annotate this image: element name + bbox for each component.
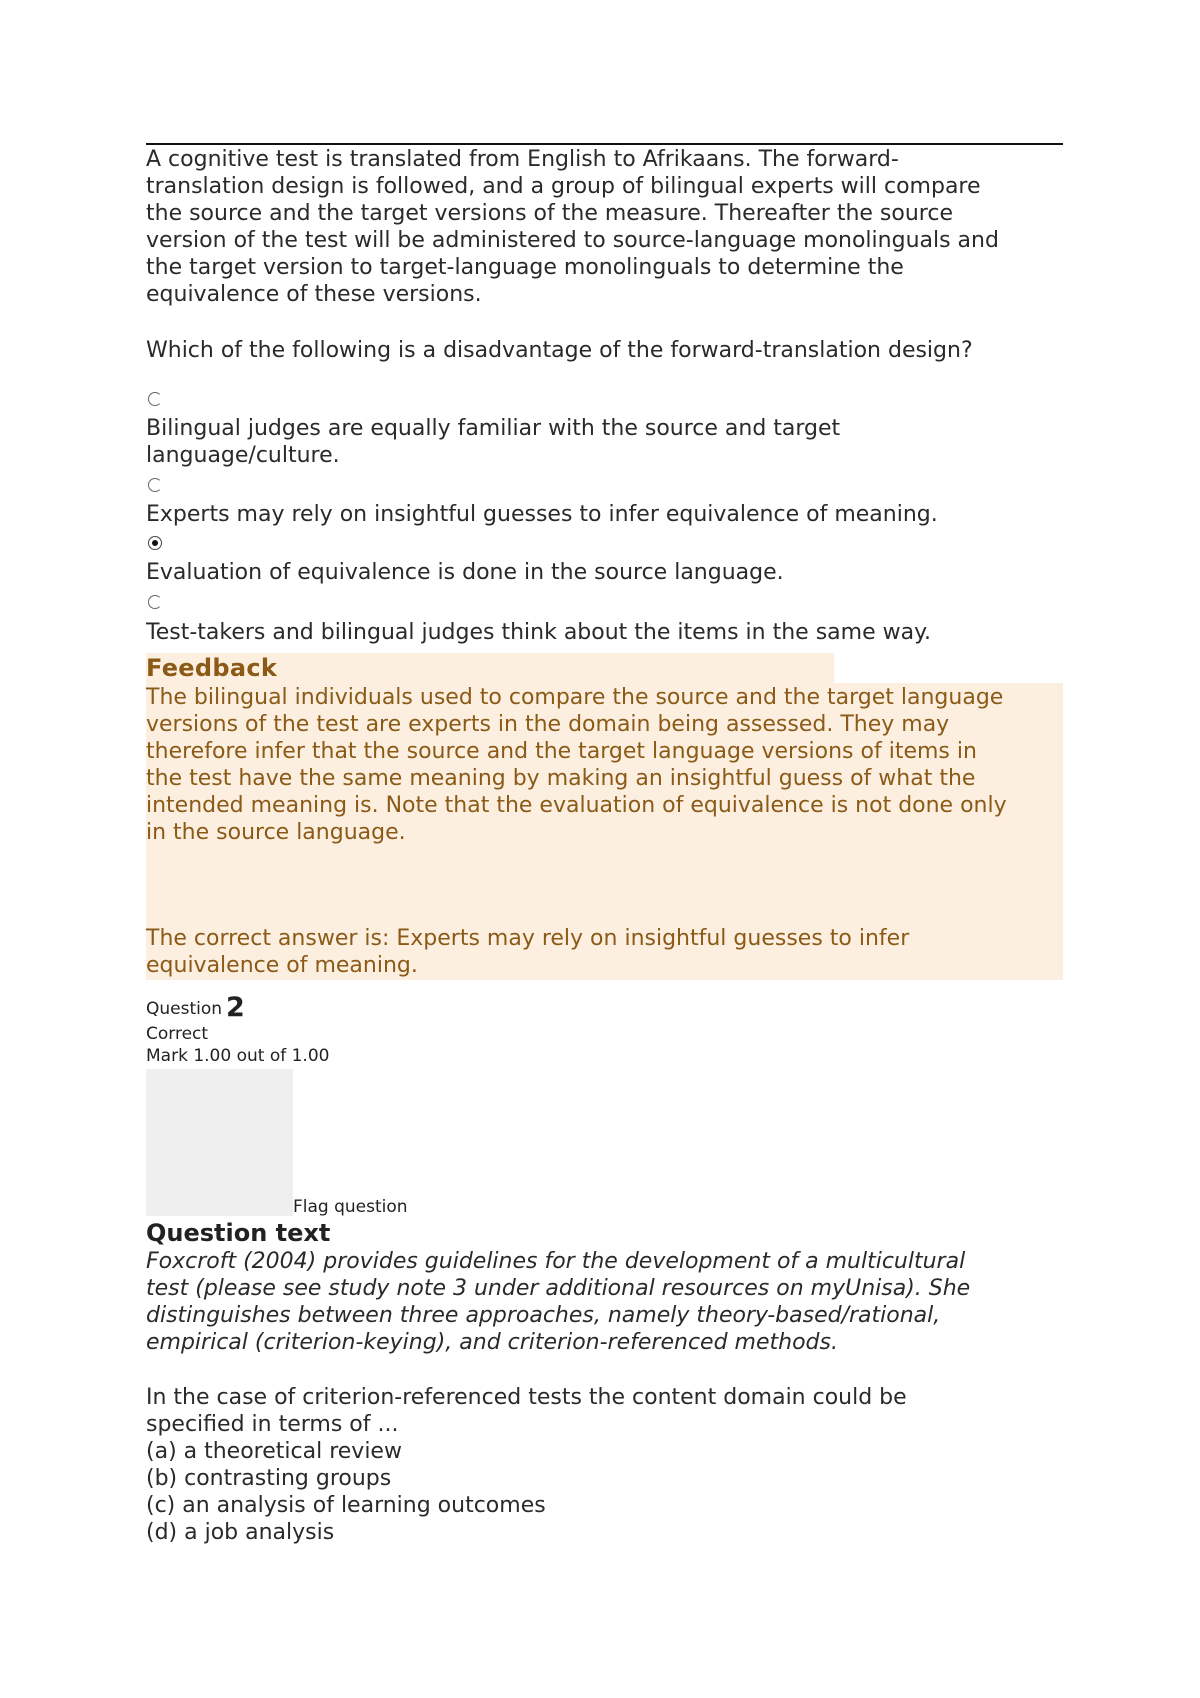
question-1-prompt: Which of the following is a disadvantage of the forward-translation design? <box>146 338 973 363</box>
flag-question-image[interactable] <box>146 1069 293 1216</box>
question-label: Question <box>146 999 223 1019</box>
question-1-stem: A cognitive test is translated from English to Afrikaans. The forward- translation design is followed, and a group of bilingual experts will compare the source and the target versions of the measure. Thereafter the source version of the test will be administered to source-language monolinguals and the target version to target-language monolinguals to determine the equivalence of these versions. <box>146 147 999 307</box>
option-4-radio[interactable] <box>148 595 162 609</box>
question-2-mark: Mark 1.00 out of 1.00 <box>146 1046 330 1066</box>
question-number: 2 <box>226 992 245 1023</box>
option-2-radio[interactable] <box>148 478 162 492</box>
question-text-title: Question text <box>146 1219 331 1247</box>
list-item: (c) an analysis of learning outcomes <box>146 1493 546 1518</box>
option-4-label[interactable]: Test-takers and bilingual judges think about the items in the same way. <box>146 620 931 645</box>
option-2-label[interactable]: Experts may rely on insightful guesses to infer equivalence of meaning. <box>146 502 938 527</box>
flag-question-link[interactable]: Flag question <box>293 1197 408 1217</box>
feedback-text: The bilingual individuals used to compare the source and the target language versions of the test are experts in the domain being assessed. They may therefore infer that the source and the target language versions of items in the test have the same meaning by making an insightful guess of what the intended meaning is. Note that the evaluation of equivalence is not done only in the source language. <box>146 685 1007 845</box>
top-divider <box>146 143 1063 145</box>
question-2-intro: Foxcroft (2004) provides guidelines for the development of a multicultural test (please see study note 3 under additional resources on myUnisa). She distinguishes between three approaches, namely theory-based/rational, empirical (criterion-keying), and criterion-referenced methods. <box>146 1249 971 1355</box>
feedback-title: Feedback <box>146 654 278 682</box>
option-1-label[interactable]: Bilingual judges are equally familiar with the source and target language/culture. <box>146 416 841 468</box>
option-1-radio[interactable] <box>148 392 162 406</box>
option-3-label[interactable]: Evaluation of equivalence is done in the source language. <box>146 560 784 585</box>
list-item: (a) a theoretical review <box>146 1439 402 1464</box>
list-item: (d) a job analysis <box>146 1520 335 1545</box>
question-2-status: Correct <box>146 1024 209 1044</box>
question-2-header <box>146 992 245 1023</box>
option-3-radio-selected[interactable] <box>148 536 162 550</box>
list-item: (b) contrasting groups <box>146 1466 392 1491</box>
question-2-prompt: In the case of criterion-referenced tests the content domain could be specified in terms of ... <box>146 1385 907 1437</box>
feedback-correct-answer: The correct answer is: Experts may rely on insightful guesses to infer equivalence of meaning. <box>146 926 910 978</box>
